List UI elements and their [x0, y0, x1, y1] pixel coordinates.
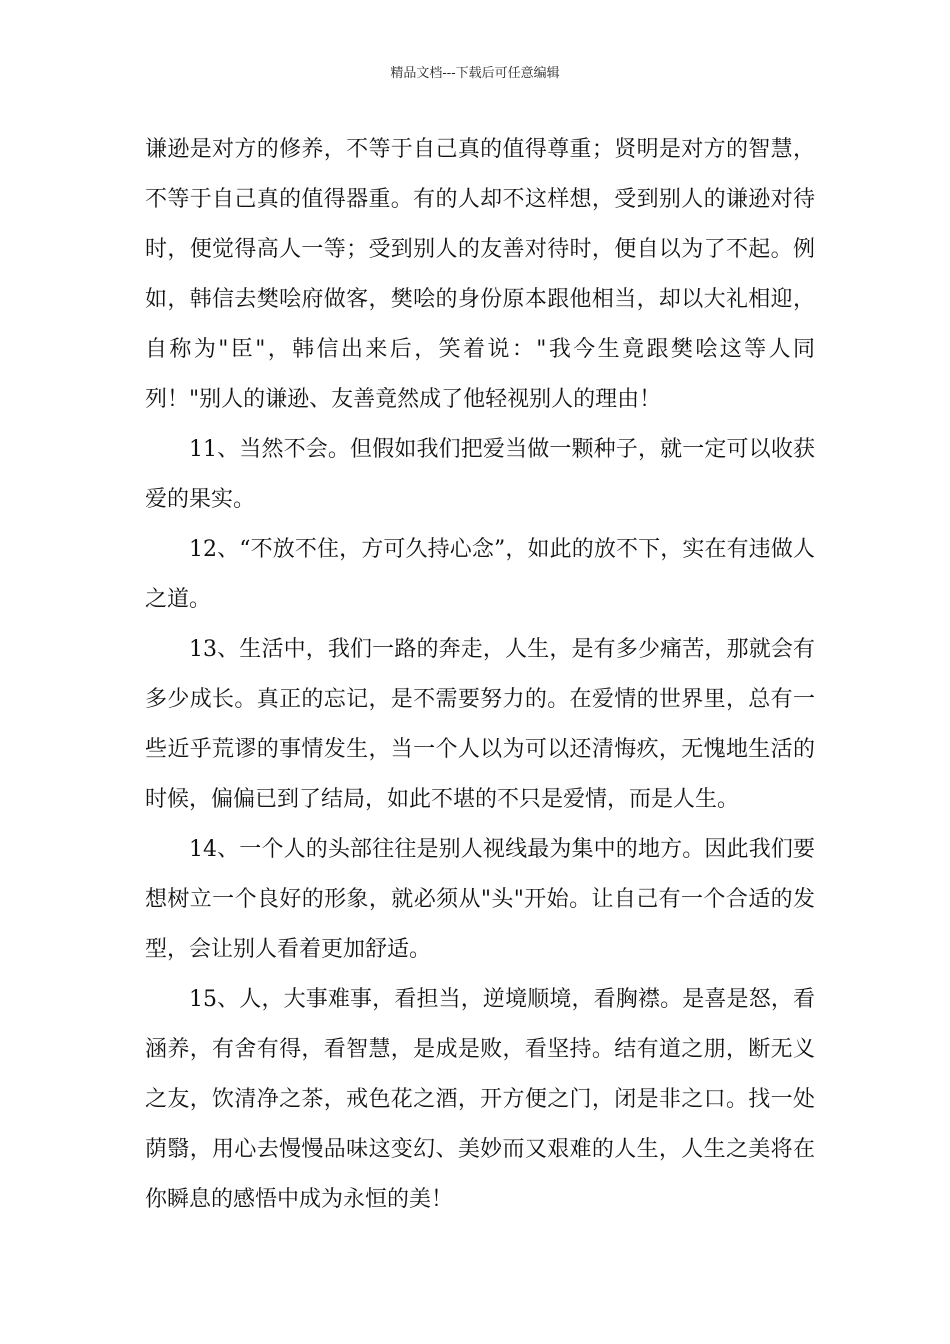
paragraph-11: 11、当然不会。但假如我们把爱当做一颗种子，就一定可以收获爱的果实。 [145, 437, 815, 512]
paragraph-12: 12、“不放不住，方可久持心念”，如此的放不下，实在有违做人之道。 [145, 537, 815, 612]
paragraph-14: 14、一个人的头部往往是别人视线最为集中的地方。因此我们要想树立一个良好的形象，就必须从"头"开始。让自己有一个合适的发型，会让别人看着更加舒适。 [145, 837, 815, 962]
paragraph-continuation: 谦逊是对方的修养，不等于自己真的值得尊重；贤明是对方的智慧，不等于自己真的值得器重。有的人却不这样想，受到别人的谦逊对待时，便觉得高人一等；受到别人的友善对待时，便自以为了不起。例如，韩信去樊哙府做客，樊哙的身份原本跟他相当，却以大礼相迎，自称为"臣"，韩信出来后，笑着说："我今生竟跟樊哙这等人同列！"别人的谦逊、友善竟然成了他轻视别人的理由！ [145, 137, 815, 412]
document-body [145, 125, 815, 1225]
page-header: 精品文档---下载后可任意编辑 [390, 66, 560, 81]
paragraph-13: 13、生活中，我们一路的奔走，人生，是有多少痛苦，那就会有多少成长。真正的忘记，是不需要努力的。在爱情的世界里，总有一些近乎荒谬的事情发生，当一个人以为可以还清悔疚，无愧地生活的时候，偏偏已到了结局，如此不堪的不只是爱情，而是人生。 [145, 637, 815, 812]
paragraph-15: 15、人，大事难事，看担当，逆境顺境，看胸襟。是喜是怒，看涵养，有舍有得，看智慧，是成是败，看坚持。结有道之朋，断无义之友，饮清净之茶，戒色花之酒，开方便之门，闭是非之口。找一处荫翳，用心去慢慢品味这变幻、美妙而又艰难的人生，人生之美将在你瞬息的感悟中成为永恒的美！ [145, 987, 815, 1212]
